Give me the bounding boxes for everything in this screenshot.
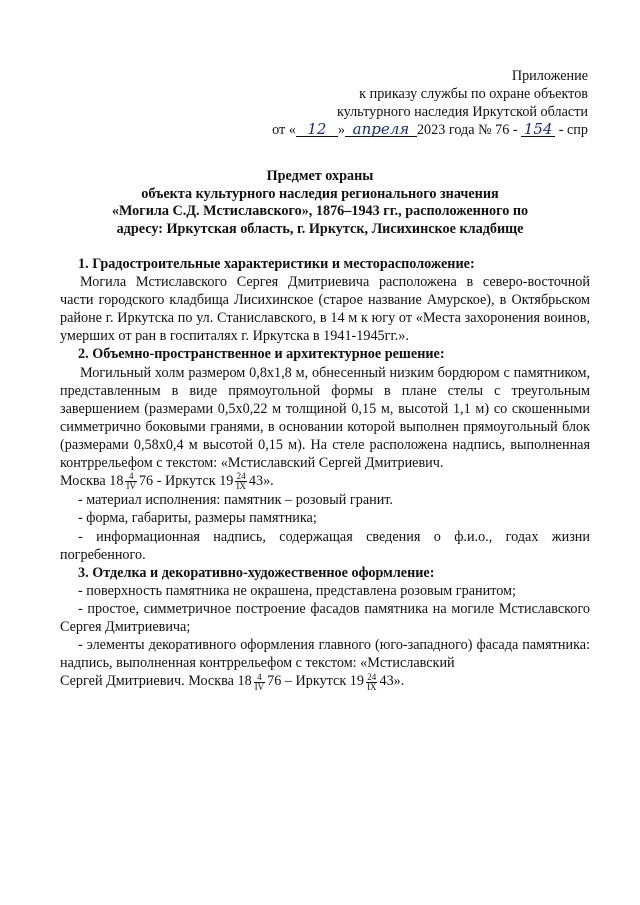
inscription-end: 43». (248, 473, 274, 490)
fraction-numerator: 24 (236, 471, 246, 482)
inscription-birth: Сергей Дмитриевич. Москва 18 (60, 673, 252, 690)
inscription-death: 76 - Иркутск 19 (138, 473, 234, 490)
doc-subtitle-2: «Могила С.Д. Мстиславского», 1876–1943 гг., расположенного по (111, 203, 529, 219)
fraction-numerator: 4 (254, 673, 266, 683)
section-1-text: Могила Мстиславского Сергея Дмитриевича расположена в северо-восточной части городского кладбища Лисихинское (старое название Амурское), в Октябрьском районе г. Иркутска по ул. Станиславского, в 14 м к югу от «Места захоронения воинов, умерших от ран в госпиталях г. Иркутска в 1941-1945гг.». (60, 274, 590, 345)
fraction-denominator: IV (254, 681, 265, 692)
section-3-inscription (60, 672, 590, 691)
inscription-death: 76 – Иркутск 19 (267, 673, 364, 690)
authority-line: культурного наследия Иркутской области (336, 104, 588, 120)
death-date-fraction (235, 472, 247, 491)
section-2-heading: 2. Объемно-пространственное и архитектурное решение: (78, 346, 445, 363)
section-3-item-1: - поверхность памятника не окрашена, представлена розовым гранитом; (78, 582, 516, 599)
date-number-line (272, 121, 588, 139)
section-2-item-2: - форма, габариты, размеры памятника; (78, 510, 317, 527)
number-suffix: - спр (558, 122, 588, 138)
date-quote-close: » (337, 122, 345, 138)
fraction-numerator: 24 (367, 671, 377, 682)
handwritten-day: 12 (296, 122, 338, 137)
doc-title: Предмет охраны (266, 168, 374, 184)
inscription-birth: Москва 18 (60, 473, 124, 490)
birth-date-fraction (254, 673, 266, 692)
section-1-heading: 1. Градостроительные характеристики и месторасположение: (78, 256, 475, 272)
section-2-item-3: - информационная надпись, содержащая сведения о ф.и.о., годах жизни погребенного. (60, 528, 590, 563)
fraction-denominator: IV (126, 481, 136, 492)
fraction-numerator: 4 (125, 472, 137, 482)
appendix-label: Приложение (511, 68, 588, 84)
fraction-denominator: IX (366, 681, 377, 692)
fraction-denominator: IX (236, 481, 246, 492)
section-2-text: Могильный холм размером 0,8х1,8 м, обнесенный низким бордюром с памятником, представленным в виде прямоугольной формы в плане стелы с треугольным завершением (размерами 0,5х0,22 м толщиной 0,15 м, высотой 1,1 м) со скошенными симметрично боковыми гранями, в основании которой выполнен прямоугольный блок (размерами 0,58х0,4 м высотой 0,15 м). На стеле расположена надпись, выполненная контррельефом с текстом: «Мстиславский Сергей Дмитриевич. (60, 364, 590, 472)
section-2-item-1: - материал исполнения: памятник – розовый гранит. (78, 492, 393, 509)
section-2-inscription (60, 472, 590, 491)
date-prefix: от « (272, 122, 296, 138)
year-and-number: 2023 года № 76 - (416, 122, 518, 138)
birth-date-fraction (125, 472, 137, 491)
section-3-item-2: - простое, симметричное построение фасадов памятника на могиле Мстиславского Сергея Дмитриевича; (60, 600, 590, 636)
doc-subtitle-3: адресу: Иркутская область, г. Иркутск, Лисихинское кладбище (116, 220, 524, 237)
handwritten-number: 154 (521, 122, 555, 137)
section-3-heading: 3. Отделка и декоративно-художественное оформление: (78, 564, 435, 581)
death-date-fraction (366, 673, 378, 692)
inscription-end: 43». (379, 673, 405, 690)
doc-subtitle-1: объекта культурного наследия регионального значения (141, 185, 499, 202)
order-line: к приказу службы по охране объектов (359, 86, 588, 102)
section-3-item-3: - элементы декоративного оформления главного (юго-западного) фасада памятника: надпись, выполненная контррельефом с текстом: «Мстиславский (60, 637, 590, 672)
handwritten-month: апреля (345, 122, 417, 137)
document-body (60, 255, 590, 692)
